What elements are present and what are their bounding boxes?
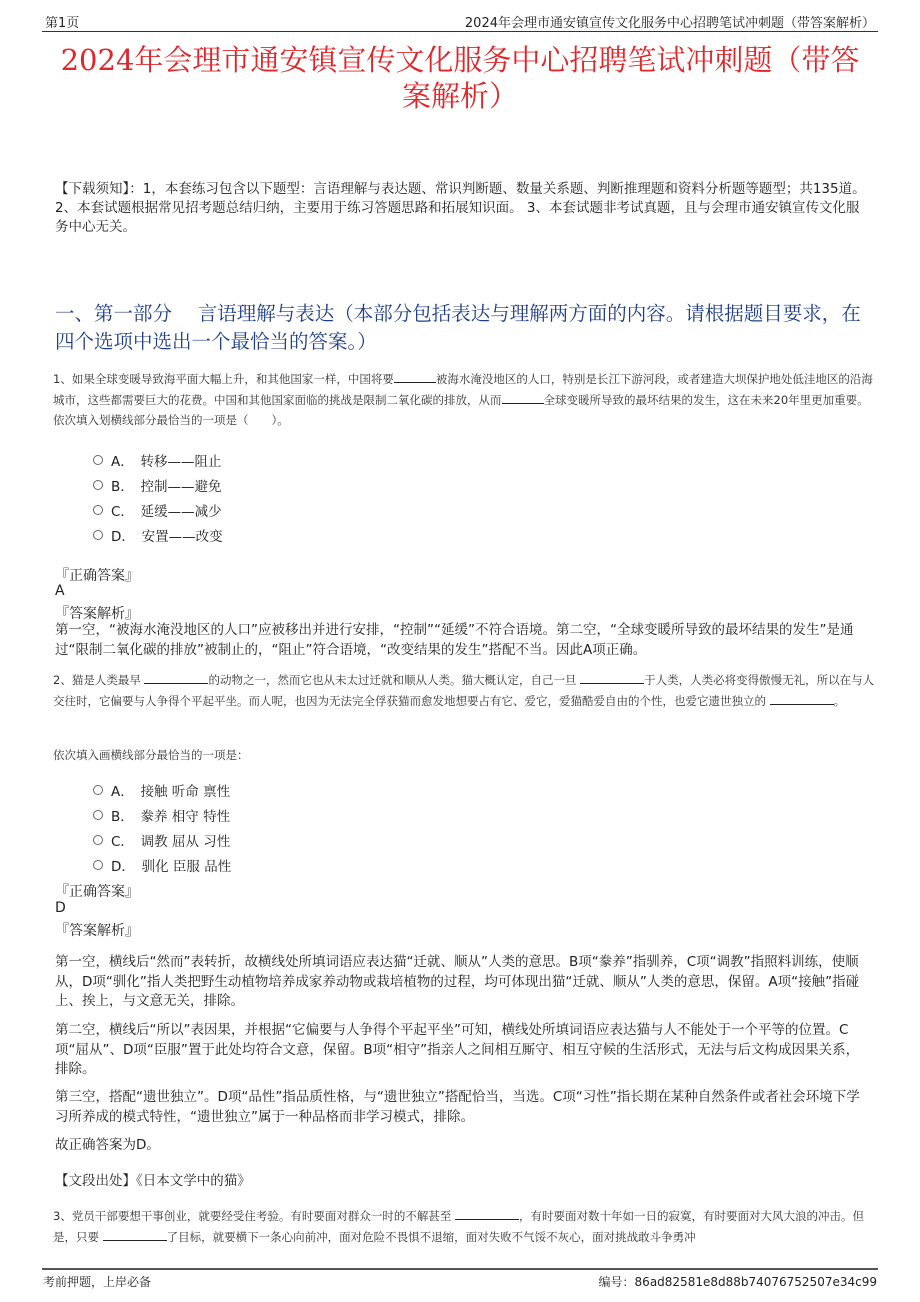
q3-text: 3、党员干部要想干事创业，就要经受住考验。有时要面对群众一时的不解甚至 xyxy=(53,1209,452,1223)
document-title: 2024年会理市通安镇宣传文化服务中心招聘笔试冲刺题（带答案解析） xyxy=(60,43,860,113)
option-label: D． 安置——改变 xyxy=(111,529,223,545)
option-label: A． 接触 听命 禀性 xyxy=(111,784,231,800)
footer-left: 考前押题，上岸必备 xyxy=(43,1275,152,1289)
q1-option-c[interactable] xyxy=(93,500,222,520)
header-rule xyxy=(42,31,878,32)
q1-analysis-label: 『答案解析』 xyxy=(55,606,139,622)
radio-icon[interactable] xyxy=(93,480,103,490)
q2-option-d[interactable] xyxy=(93,855,231,875)
option-label: B． 控制——避免 xyxy=(111,479,222,495)
q2-analysis-2: 第二空，横线后“所以”表因果，并根据“它偏要与人争得个平起平坐”可知，横线处所填词语应表达猫与人不能处于一个平等的位置。C项“屈从”、D项“臣服”置于此处均符合文意，保留。B项“相守”指亲人之间相互厮守、相互守候的生活形式，无法与后文构成因果关系，排除。 xyxy=(55,1022,860,1077)
blank xyxy=(144,683,208,684)
blank xyxy=(770,704,834,705)
radio-icon[interactable] xyxy=(93,860,103,870)
footer-serial: 编号：86ad82581e8d88b74076752507e34c99 xyxy=(598,1275,877,1289)
q2-answer-label: 『正确答案』 xyxy=(55,884,139,900)
q1-text: 被海水淹没地区的人口，特别是长江下游河段，或者建造大坝保护地处低洼地区的沿海城市，这些都需要巨大的花费。中国和其他国家面临的挑战是限制二氧化碳的排放，从而 xyxy=(53,372,873,407)
q2-option-b[interactable] xyxy=(93,805,230,825)
q2-answer: D xyxy=(55,900,66,916)
question-1 xyxy=(53,369,875,431)
q1-text: 1、如果全球变暖导致海平面大幅上升，和其他国家一样，中国将要 xyxy=(53,372,394,386)
option-label: C． 延缓——减少 xyxy=(111,504,222,520)
footer-rule xyxy=(42,1268,878,1270)
q2-source: 【文段出处】《日本文学中的猫》 xyxy=(55,1173,251,1189)
option-label: D． 驯化 臣服 品性 xyxy=(111,859,232,875)
q2-text: 2、猫是人类最早 xyxy=(53,673,141,687)
q2-analysis-label: 『答案解析』 xyxy=(55,923,139,939)
q1-option-a[interactable] xyxy=(93,450,222,470)
question-3 xyxy=(53,1206,875,1247)
page-number: 第1页 xyxy=(45,16,80,31)
q2-option-a[interactable] xyxy=(93,780,230,800)
q1-analysis: 第一空，“被海水淹没地区的人口”应被移出并进行安排，“控制”“延缓”不符合语境。第二空，“全球变暖所导致的最坏结果的发生”是通过“限制二氧化碳的排放”被制止的，“阻止”符合语境，“改变结果的发生”搭配不当。因此A项正确。 xyxy=(55,622,854,658)
radio-icon[interactable] xyxy=(93,810,103,820)
blank xyxy=(394,382,436,383)
q2-prompt: 依次填入画横线部分最恰当的一项是： xyxy=(53,748,249,762)
download-notice: 【下载须知】：1，本套练习包含以下题型：言语理解与表达题、常识判断题、数量关系题、判断推理题和资料分析题等题型；共135道。 2、本套试题根据常见招考题总结归纳，主要用于练习答题思路和拓展知识面。 3、本套试题非考试真题，且与会理市通安镇宣传文化服务中心无关。 xyxy=(55,181,866,235)
blank xyxy=(103,1240,167,1241)
q3-text: ，有时要面对数十年如一日的寂寞，有时要面对大风大浪的冲击。但是，只要 xyxy=(53,1209,864,1244)
q2-text: 于人类，人类必将变得傲慢无礼，所以在与人交往时，它偏要与人争得个平起平坐。而人呢，也因为无法完全俘获猫而愈发地想要占有它、爱它，爱猫酷爱自由的个性，也爱它遗世独立的 xyxy=(53,673,875,708)
q1-option-b[interactable] xyxy=(93,475,222,495)
q2-text: 的动物之一，然而它也从未太过迁就和顺从人类。猫大概认定，自己一旦 xyxy=(208,673,577,687)
blank xyxy=(455,1219,519,1220)
radio-icon[interactable] xyxy=(93,785,103,795)
radio-icon[interactable] xyxy=(93,455,103,465)
section-heading: 一、第一部分 言语理解与表达（本部分包括表达与理解两方面的内容。请根据题目要求，在四个选项中选出一个最恰当的答案。） xyxy=(55,302,861,353)
q2-option-c[interactable] xyxy=(93,830,230,850)
q1-answer-label: 『正确答案』 xyxy=(55,568,139,584)
radio-icon[interactable] xyxy=(93,505,103,515)
header-title: 2024年会理市通安镇宣传文化服务中心招聘笔试冲刺题（带答案解析） xyxy=(464,16,875,31)
blank xyxy=(580,683,644,684)
q1-text: 全球变暖所导致的最坏结果的发生，这在未来20年里更加重要。 xyxy=(543,392,869,407)
q2-analysis-1: 第一空，横线后“然而”表转折，故横线处所填词语应表达猫“迁就、顺从”人类的意思。B项“豢养”指驯养，C项“调教”指照料训练，使顺从，D项“驯化”指人类把野生动植物培养成家养动物或栽培植物的过程，均可体现出猫“迁就、顺从”人类的意思，保留。A项“接触”指碰上、挨上，与文意无关，排除。 xyxy=(55,954,860,1009)
q1-prompt: 依次填入划横线部分最恰当的一项是（ ）。 xyxy=(53,413,289,427)
option-label: A． 转移——阻止 xyxy=(111,454,222,470)
radio-icon[interactable] xyxy=(93,530,103,540)
q1-option-d[interactable] xyxy=(93,525,223,545)
radio-icon[interactable] xyxy=(93,835,103,845)
q1-answer: A xyxy=(55,583,65,599)
option-label: C． 调教 屈从 习性 xyxy=(111,834,231,850)
option-label: B． 豢养 相守 特性 xyxy=(111,809,231,825)
q2-text: 。 xyxy=(833,693,846,708)
q2-conclusion: 故正确答案为D。 xyxy=(55,1137,160,1153)
question-2 xyxy=(53,670,875,711)
q2-analysis-3: 第三空，搭配“遗世独立”。D项“品性”指品质性格，与“遗世独立”搭配恰当，当选。C项“习性”指长期在某种自然条件或者社会环境下学习所养成的模式特性，“遗世独立”属于一种品格而非学习模式，排除。 xyxy=(55,1089,860,1125)
q3-text: 了目标，就要横下一条心向前冲，面对危险不畏惧不退缩，面对失败不气馁不灰心，面对挑战敢斗争勇冲 xyxy=(166,1229,696,1244)
blank xyxy=(502,403,544,404)
